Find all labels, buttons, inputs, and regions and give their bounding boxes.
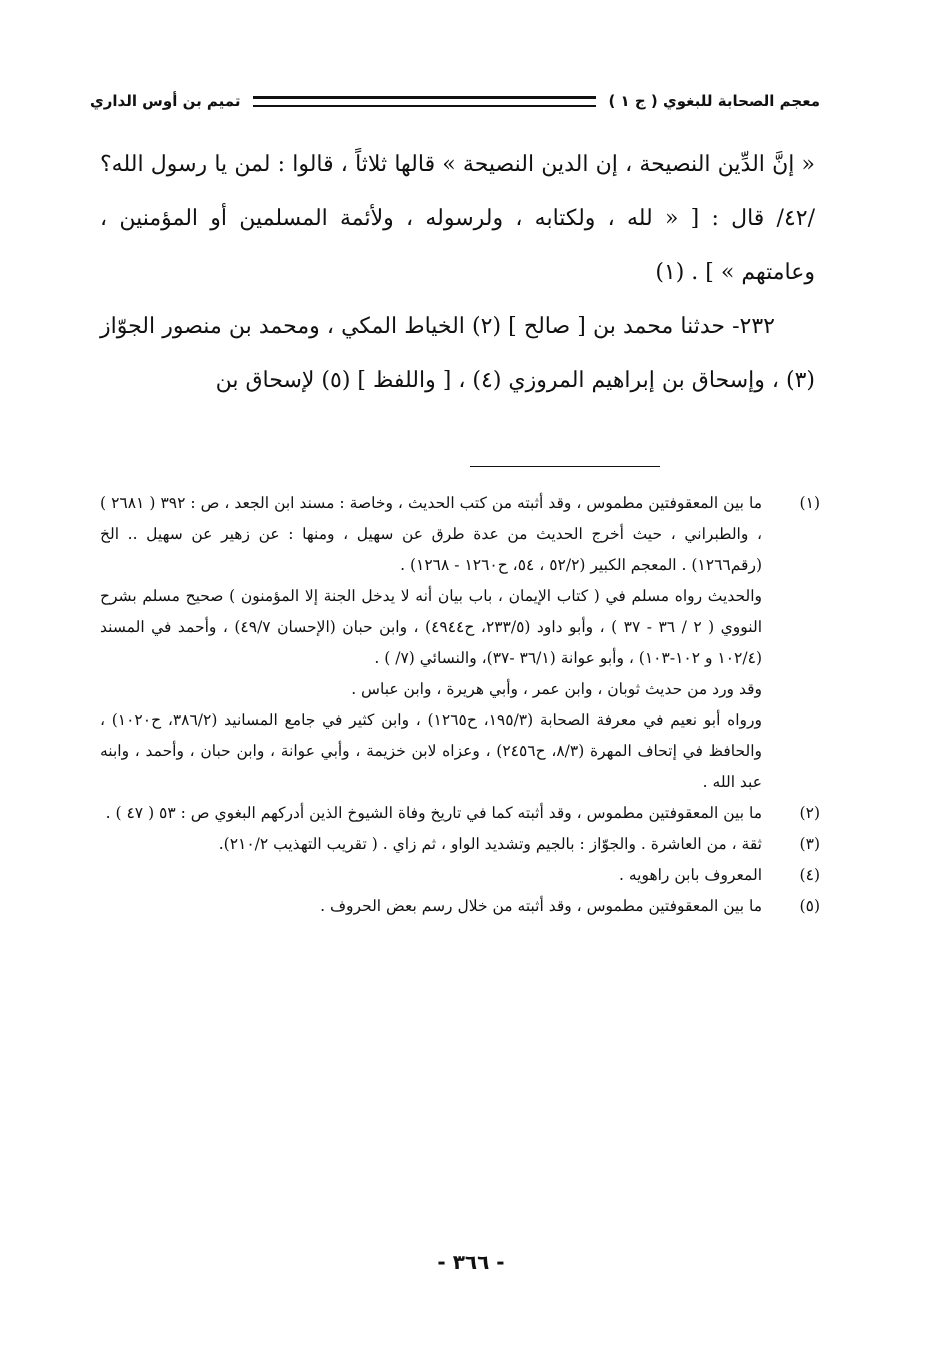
footnote-paragraph: ما بين المعقوفتين مطموس ، وقد أثبته من خلال رسم بعض الحروف .: [320, 897, 762, 915]
footnote-body: [100, 798, 762, 829]
main-paragraph-2: ٢٣٢- حدثنا محمد بن [ صالح ] (٢) الخياط المكي ، ومحمد بن منصور الجوّاز (٣) ، وإسحاق بن إبراهيم المروزي (٤) ، [ واللفظ ] (٥) لإسحاق بن: [100, 314, 815, 393]
footnote-body: [100, 829, 762, 860]
footnote-paragraph: ما بين المعقوفتين مطموس ، وقد أثبته من كتب الحديث ، وخاصة : مسند ابن الجعد ، ص : ٣٩٢ ( ٢٦٨١ ) ، والطبراني ، حيث أخرج الحديث من عدة طرق عن سهيل ، ومنها : عن زهير عن سهيل .. الخ (رقم١٢٦٦) . المعجم الكبير (٥٢/٢ ، ٥٤، ح١٢٦٠ - ١٢٦٨) .: [100, 494, 762, 574]
footnote-separator: [470, 466, 660, 467]
footnote-5: [100, 891, 820, 922]
footnote-paragraph: المعروف بابن راهويه .: [618, 866, 762, 884]
footnote-number: (٢): [799, 804, 820, 822]
main-paragraph-1: « إنَّ الدِّين النصيحة ، إن الدين النصيحة » قالها ثلاثاً ، قالوا : لمن يا رسول الله؟ /٤٢/ قال : [ « لله ، ولكتابه ، ولرسوله ، ولأئمة المسلمين أو المؤمنين ، وعامتهم » ] . (١): [100, 152, 815, 285]
running-header: [90, 84, 820, 118]
footnote-paragraph: ثقة ، من العاشرة . والجوّاز : بالجيم وتشديد الواو ، ثم زاي . ( تقريب التهذيب ٢١٠/٢).: [218, 835, 762, 853]
footnote-body: [100, 488, 762, 798]
footnote-number: (١): [799, 494, 820, 512]
footnote-2: [100, 798, 820, 829]
footnote-paragraph: وقد ورد من حديث ثوبان ، وابن عمر ، وأبي هريرة ، وابن عباس .: [351, 680, 762, 698]
header-rule: [253, 96, 597, 107]
footnote-number: (٣): [799, 835, 820, 853]
footnotes: [100, 488, 820, 922]
footnote-paragraph: ورواه أبو نعيم في معرفة الصحابة (١٩٥/٣، ح١٢٦٥) ، وابن كثير في جامع المسانيد (٣٨٦/٢، ح١٠٢٠) ، والحافظ في إتحاف المهرة (٨/٣، ح٢٤٥٦) ، وعزاه لابن خزيمة ، وأبي عوانة ، وابن حبان ، وأحمد ، وابنه عبد الله .: [100, 711, 763, 791]
footnote-1: [100, 488, 820, 798]
header-book-title: معجم الصحابة للبغوي ( ج ١ ): [608, 92, 820, 110]
footnote-3: [100, 829, 820, 860]
footnote-paragraph: والحديث رواه مسلم في ( كتاب الإيمان ، باب بيان أنه لا يدخل الجنة إلا المؤمنون ) صحيح مسلم بشرح النووي ( ٢ / ٣٦ - ٣٧ ) ، وأبو داود (٢٣٣/٥، ح٤٩٤٤) ، وابن حبان (الإحسان ٤٩/٧) ، وأحمد في المسند (١٠٢/٤ و ١٠٢-١٠٣) ، وأبو عوانة (٣٦/١ -٣٧)، والنسائي (٧/ ) .: [100, 587, 762, 667]
main-text: [100, 138, 815, 408]
page-number: - ٣٦٦ -: [437, 1250, 505, 1274]
footnote-paragraph: ما بين المعقوفتين مطموس ، وقد أثبته كما في تاريخ وفاة الشيوخ الذين أدركهم البغوي ص : ٥٣ ( ٤٧ ) .: [105, 804, 762, 822]
header-entry-title: تميم بن أوس الداري: [90, 92, 241, 110]
footnote-body: [100, 860, 762, 891]
footnote-4: [100, 860, 820, 891]
footnote-number: (٥): [799, 897, 820, 915]
footnote-body: [100, 891, 762, 922]
footnote-number: (٤): [799, 866, 820, 884]
